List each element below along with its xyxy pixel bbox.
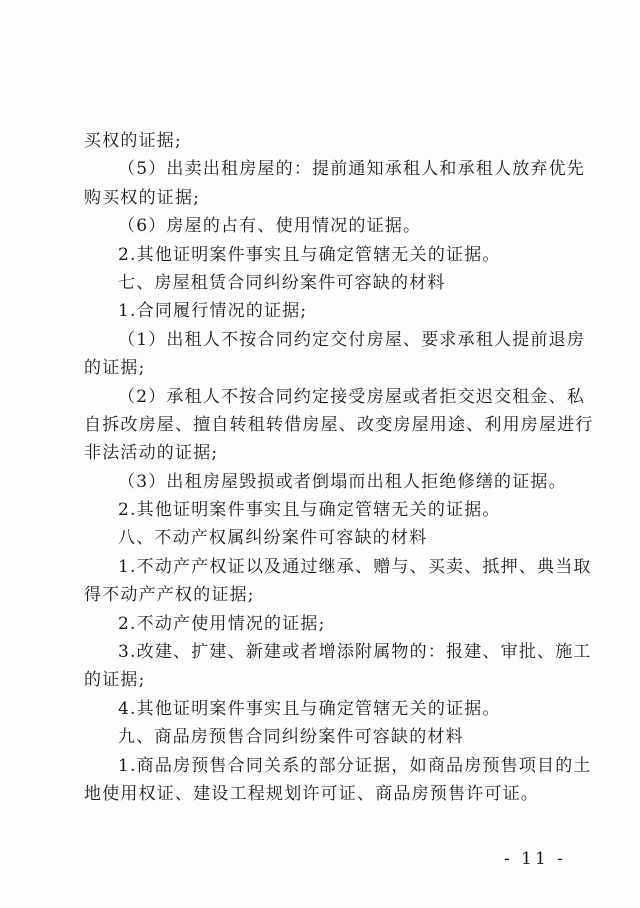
text-line: （6）房屋的占有、使用情况的证据。: [118, 216, 422, 237]
text-line: 的证据;: [84, 670, 146, 691]
page-number: - 11 -: [504, 849, 566, 869]
text-line: 2.不动产使用情况的证据;: [118, 613, 326, 634]
text-line: 1.不动产产权证以及通过继承、赠与、买卖、抵押、典当取: [118, 556, 592, 577]
text-line: 九、商品房预售合同纠纷案件可容缺的材料: [118, 727, 464, 748]
text-line: （2）承租人不按合同约定接受房屋或者拒交迟交租金、私: [118, 386, 586, 407]
text-line: 非法活动的证据;: [84, 443, 219, 464]
text-line: 4.其他证明案件事实且与确定管辖无关的证据。: [118, 698, 501, 719]
text-line: 地使用权证、建设工程规划许可证、商品房预售许可证。: [84, 783, 539, 804]
text-line: （3）出租房屋毁损或者倒塌而出租人拒绝修缮的证据。: [118, 471, 567, 492]
text-line: 购买权的证据;: [84, 187, 201, 208]
text-line: 买权的证据;: [84, 131, 182, 151]
text-line: 得不动产产权的证据;: [84, 585, 255, 606]
text-line: 1.商品房预售合同关系的部分证据，如商品房预售项目的土: [118, 755, 592, 776]
text-line: 八、不动产权属纠纷案件可容缺的材料: [118, 528, 428, 549]
text-line: 3.改建、扩建、新建或者增添附属物的：报建、审批、施工: [118, 642, 592, 663]
text-line: 2.其他证明案件事实且与确定管辖无关的证据。: [118, 244, 501, 265]
text-line: 2.其他证明案件事实且与确定管辖无关的证据。: [118, 500, 501, 521]
document-body: [84, 127, 594, 808]
text-line: 七、房屋租赁合同纠纷案件可容缺的材料: [118, 272, 446, 293]
text-line: （1）出租人不按合同约定交付房屋、要求承租人提前退房: [118, 329, 586, 350]
text-line: 的证据;: [84, 358, 146, 379]
text-line: 1.合同履行情况的证据;: [118, 301, 308, 322]
text-line: （5）出卖出租房屋的：提前通知承租人和承租人放弃优先: [118, 159, 586, 180]
text-line: 自拆改房屋、擅自转租转借房屋、改变房屋用途、利用房屋进行: [84, 414, 594, 435]
